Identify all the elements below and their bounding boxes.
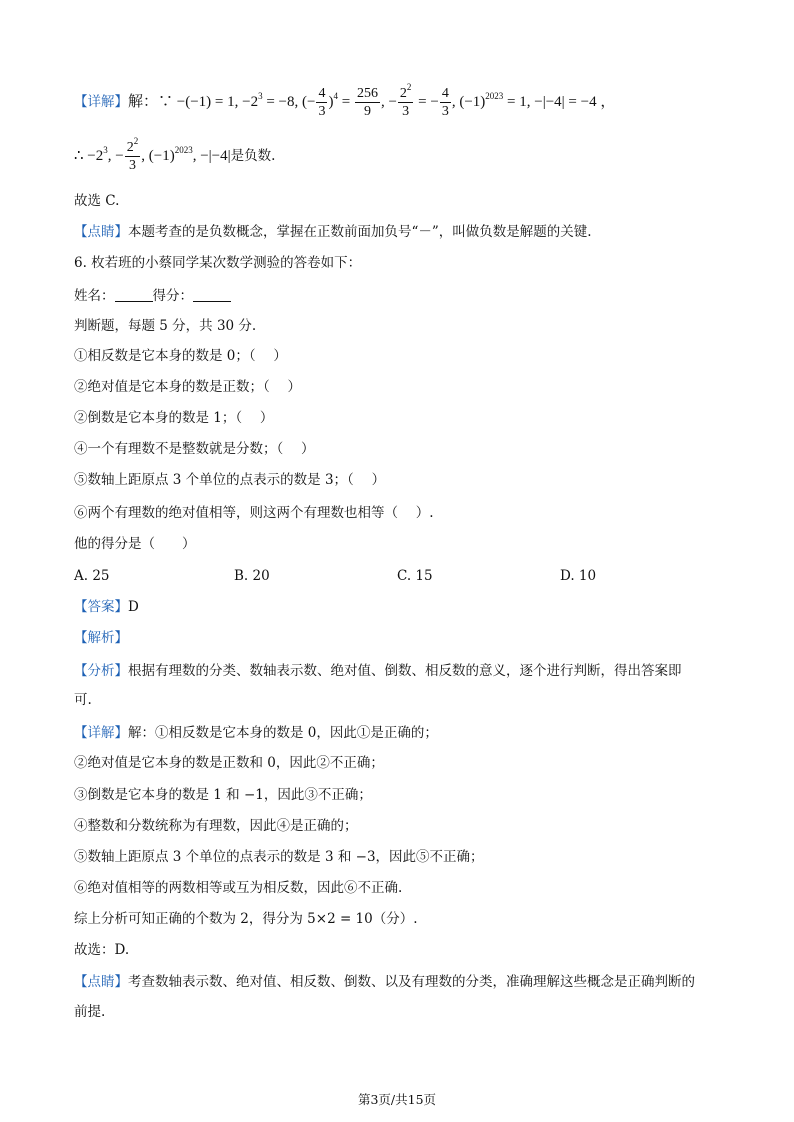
numerator (125, 136, 141, 157)
detail-choice: 故选：D. (74, 942, 130, 958)
answer-tag: 【答案】 (74, 599, 128, 615)
name-blank (115, 288, 153, 302)
statement-1: ①相反数是它本身的数是 0；（ ） (74, 348, 287, 364)
analysis-text: 根据有理数的分类、数轴表示数、绝对值、倒数、相反数的意义，逐个进行判断，得出答案即 (128, 663, 682, 679)
statement-3: ②倒数是它本身的数是 1；（ ） (74, 410, 274, 426)
exponent: 2023 (485, 91, 504, 101)
analysis-tag: 【分析】 (74, 663, 128, 679)
text: 是负数. (230, 148, 276, 164)
math-text: ) (328, 94, 334, 110)
denominator: 3 (402, 104, 410, 120)
analysis-line-2: 可. (74, 692, 92, 708)
exponent: 3 (258, 91, 263, 101)
statement-5: ⑤数轴上距原点 3 个单位的点表示的数是 3；（ ） (74, 472, 386, 488)
math-text: , −|−4| (192, 148, 231, 164)
numerator: 256 (356, 86, 378, 102)
answer-value: D (128, 599, 139, 615)
fraction (125, 136, 141, 174)
comment-line (74, 222, 734, 242)
numerator-base: 2 (126, 140, 134, 156)
statement-4: ④一个有理数不是整数就是分数；（ ） (74, 441, 315, 457)
math-text: = 1, −|−4| = −4 ， (503, 94, 616, 110)
comment-line-2 (74, 972, 734, 992)
comment-text: 考查数轴表示数、绝对值、相反数、倒数、以及有理数的分类，准确理解这些概念是正确判断的 (128, 974, 695, 990)
statement-2: ②绝对值是它本身的数是正数；（ ） (74, 379, 302, 395)
numerator: 4 (318, 86, 326, 102)
numerator: 4 (441, 86, 449, 102)
detail-line-4: ④整数和分数统称为有理数，因此④是正确的； (74, 818, 358, 834)
detail-tag: 【详解】 (74, 725, 128, 741)
fraction (355, 85, 380, 120)
page-number: 第3页/共15页 (357, 1092, 437, 1107)
question-prompt: 他的得分是（ ） (74, 536, 196, 552)
comment-line-3: 前提. (74, 1004, 106, 1020)
math-text: = − (414, 94, 439, 110)
comment-text: 本题考查的是负数概念，掌握在正数前面加负号“－”，叫做负数是解题的关键. (128, 224, 592, 240)
math-text: 解：∵ −(−1) = 1, −2 (128, 94, 259, 110)
detail-line-2: ②绝对值是它本身的数是正数和 0，因此②不正确； (74, 755, 384, 771)
analysis-line-1 (74, 661, 734, 681)
explanation-line-2 (74, 136, 734, 176)
name-score-line (74, 286, 734, 306)
name-label: 姓名： (74, 288, 115, 304)
detail-summary: 综上分析可知正确的个数为 2，得分为 5×2 = 10（分）. (74, 911, 418, 927)
denominator: 3 (441, 104, 449, 120)
math-text: = (337, 94, 354, 110)
denominator: 3 (128, 158, 136, 174)
math-text: , − (380, 94, 397, 110)
fraction (316, 85, 327, 120)
detail-line-3: ③倒数是它本身的数是 1 和 −1，因此③不正确； (74, 787, 372, 803)
denominator: 9 (363, 104, 371, 120)
answer-options (74, 566, 734, 586)
math-text: ∴ −2 (74, 148, 104, 164)
detail-text: 解：①相反数是它本身的数是 0，因此①是正确的； (128, 725, 438, 741)
explanation-line-1 (74, 82, 734, 122)
exponent: 4 (333, 91, 338, 101)
option-b: B. 20 (234, 568, 270, 584)
math-text: = −8, (− (262, 94, 316, 110)
math-text: , − (107, 148, 124, 164)
fraction (398, 82, 414, 120)
score-label: 得分： (152, 288, 193, 304)
option-c: C. 15 (397, 568, 433, 584)
detail-tag: 【详解】 (74, 94, 128, 110)
score-blank (193, 288, 231, 302)
exponent: 2 (133, 136, 139, 147)
comment-tag: 【点睛】 (74, 974, 128, 990)
detail-line-1 (74, 723, 734, 743)
option-a: A. 25 (74, 568, 110, 584)
comment-tag: 【点睛】 (74, 224, 128, 240)
exponent: 2023 (174, 145, 193, 155)
math-text: , (−1) (141, 148, 175, 164)
detail-line-5: ⑤数轴上距原点 3 个单位的点表示的数是 3 和 −3，因此⑤不正确； (74, 849, 484, 865)
analysis-heading: 【解析】 (74, 630, 128, 646)
choice-line: 故选 C. (74, 193, 120, 209)
statement-6: ⑥两个有理数的绝对值相等，则这两个有理数也相等（ ）. (74, 505, 434, 521)
question-title: 6. 枚若班的小蔡同学某次数学测验的答卷如下： (74, 255, 362, 271)
option-d: D. 10 (560, 568, 597, 584)
exponent: 3 (103, 145, 108, 155)
fraction (440, 85, 451, 120)
detail-line-6: ⑥绝对值相等的两数相等或互为相反数，因此⑥不正确. (74, 880, 403, 896)
math-text: , (−1) (451, 94, 486, 110)
question-instructions: 判断题，每题 5 分，共 30 分. (74, 318, 257, 334)
numerator-base: 2 (399, 86, 407, 102)
exponent: 2 (406, 82, 412, 93)
answer-line (74, 597, 734, 617)
denominator: 3 (318, 104, 326, 120)
numerator (398, 82, 414, 103)
